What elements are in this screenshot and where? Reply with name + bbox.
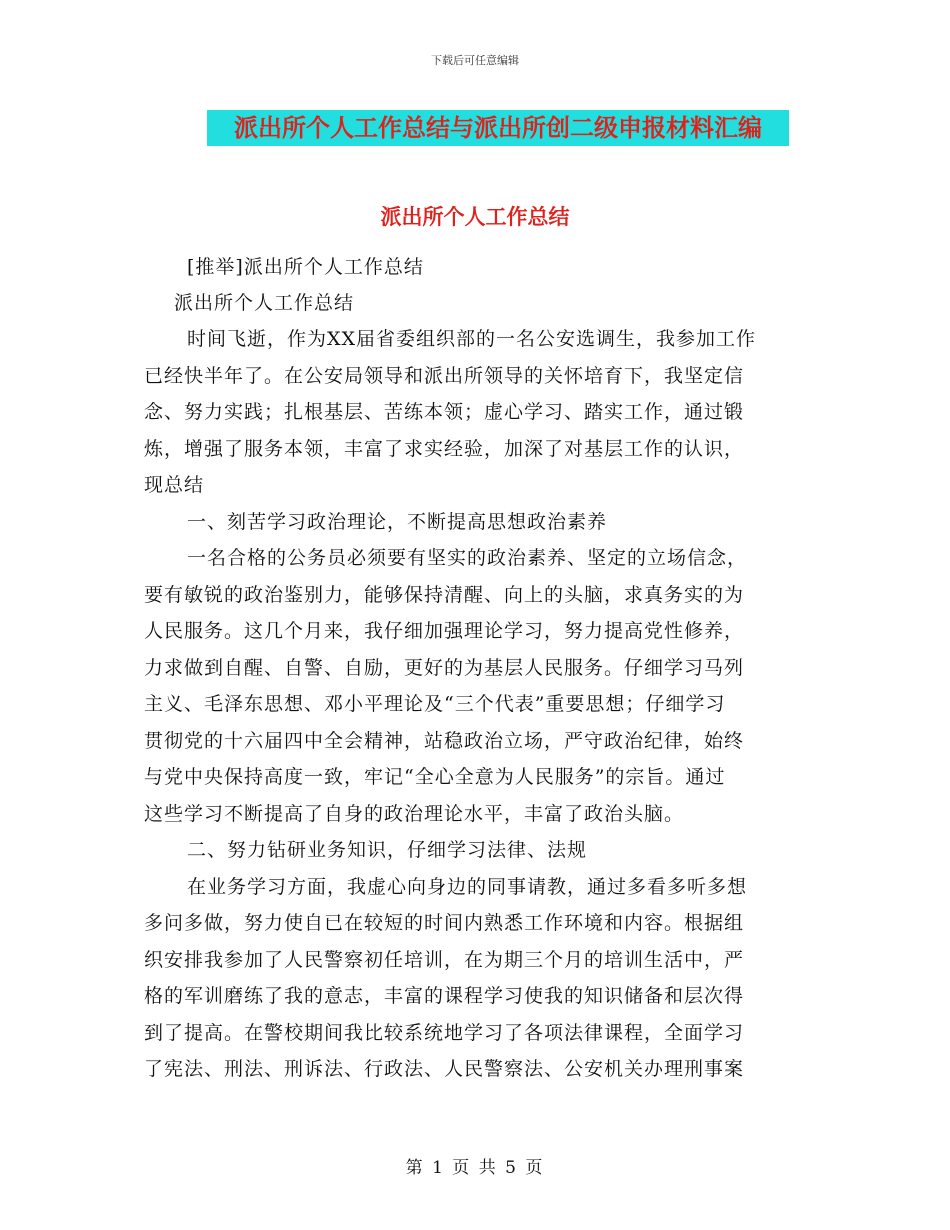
body-line: 二、努力钻研业务知识，仔细学习法律、法规 bbox=[187, 839, 588, 861]
body-line: 织安排我参加了人民警察初任培训，在为期三个月的培训生活中，严 bbox=[144, 949, 745, 971]
body-line: [推举]派出所个人工作总结 bbox=[187, 256, 424, 278]
body-line: 已经快半年了。在公安局领导和派出所领导的关怀培育下，我坚定信 bbox=[144, 365, 745, 387]
body-line: 多问多做，努力使自已在较短的时间内熟悉工作环境和内容。根据组 bbox=[144, 912, 745, 934]
body-line: 念、努力实践；扎根基层、苦练本领；虚心学习、踏实工作，通过锻 bbox=[144, 401, 745, 423]
body-line: 要有敏锐的政治鉴别力，能够保持清醒、向上的头脑，求真务实的为 bbox=[144, 584, 745, 606]
body-line: 格的军训磨练了我的意志，丰富的课程学习使我的知识储备和层次得 bbox=[144, 985, 745, 1007]
body-line: 人民服务。这几个月来，我仔细加强理论学习，努力提高党性修养， bbox=[144, 620, 745, 642]
body-line: 现总结 bbox=[144, 474, 205, 496]
body-line: 与党中央保持高度一致，牢记“全心全意为人民服务”的宗旨。通过 bbox=[144, 766, 726, 788]
body-line: 一、刻苦学习政治理论，不断提高思想政治素养 bbox=[187, 511, 608, 533]
body-line: 炼，增强了服务本领，丰富了求实经验，加深了对基层工作的认识， bbox=[144, 438, 745, 460]
section-title: 派出所个人工作总结 bbox=[380, 205, 570, 229]
body-line: 力求做到自醒、自警、自励，更好的为基层人民服务。仔细学习马列 bbox=[144, 657, 745, 679]
body-line: 在业务学习方面，我虚心向身边的同事请教，通过多看多听多想 bbox=[187, 876, 748, 898]
body-line: 了宪法、刑法、刑诉法、行政法、人民警察法、公安机关办理刑事案 bbox=[144, 1058, 745, 1080]
document-title: 派出所个人工作总结与派出所创二级申报材料汇编 bbox=[207, 110, 789, 146]
body-line: 这些学习不断提高了自身的政治理论水平，丰富了政治头脑。 bbox=[144, 803, 685, 825]
body-line: 主义、毛泽东思想、邓小平理论及“三个代表”重要思想；仔细学习 bbox=[144, 693, 726, 715]
page-number-footer: 第 1 页 共 5 页 bbox=[405, 1158, 545, 1178]
body-line: 派出所个人工作总结 bbox=[174, 292, 355, 314]
body-line: 一名合格的公务员必须要有坚实的政治素养、坚定的立场信念， bbox=[187, 547, 748, 569]
body-line: 到了提高。在警校期间我比较系统地学习了各项法律课程，全面学习 bbox=[144, 1022, 745, 1044]
body-line: 时间飞逝，作为XX届省委组织部的一名公安选调生，我参加工作 bbox=[187, 328, 757, 350]
header-note: 下载后可任意编辑 bbox=[431, 54, 519, 67]
body-line: 贯彻党的十六届四中全会精神，站稳政治立场，严守政治纪律，始终 bbox=[144, 730, 745, 752]
